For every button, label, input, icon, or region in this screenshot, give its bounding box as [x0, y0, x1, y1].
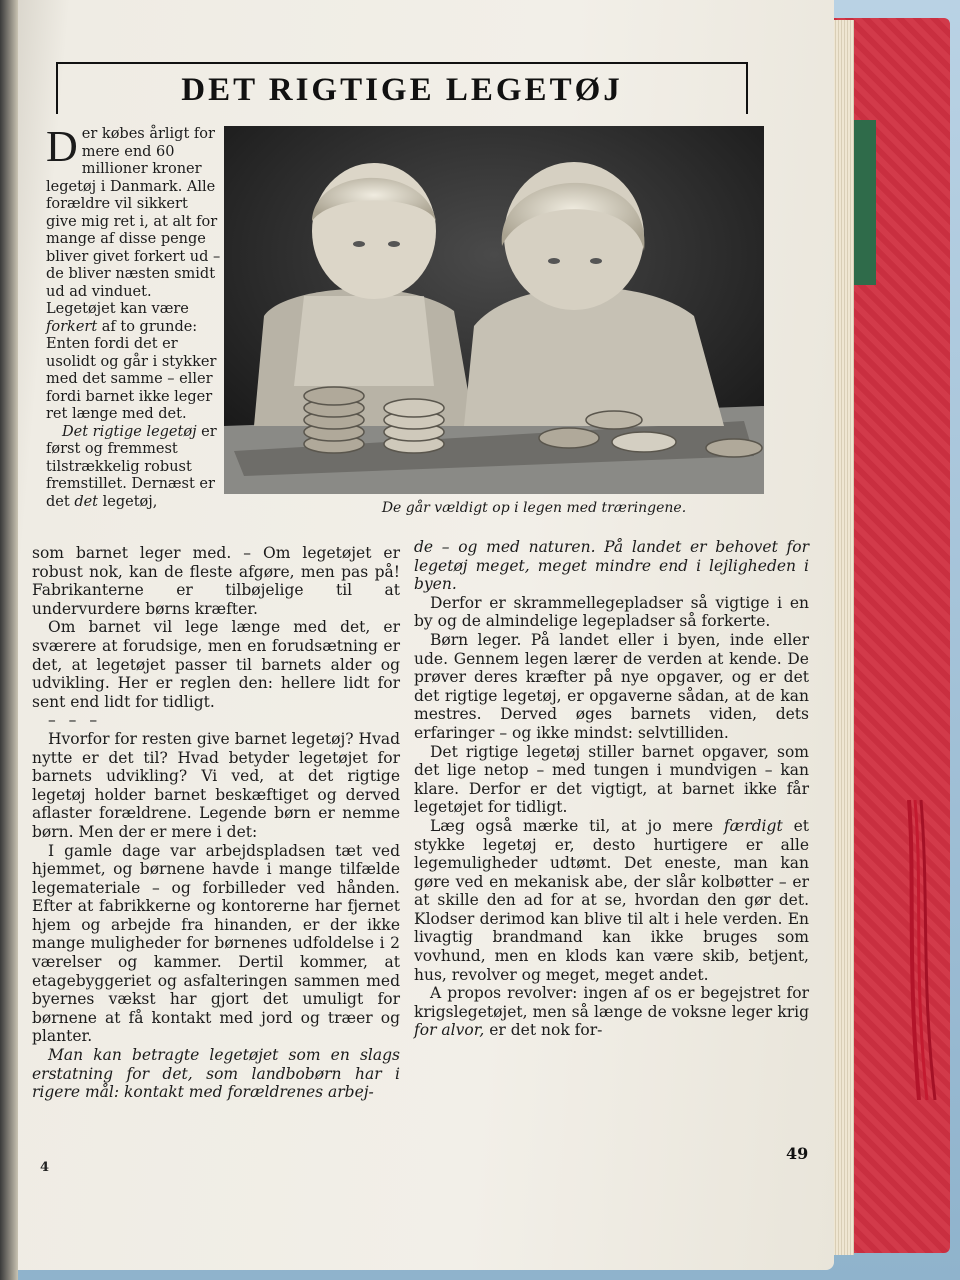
intro-column — [46, 122, 222, 511]
left-paragraph-3: Hvorfor for resten give barnet legetøj? Hvad nytte er det til? Hvad betyder legetøjet for barnets udvikling? Vi ved, at det rigtige legetøj holder barnet beskæftiget og derved aflaster forældrene. Legende børn er nemme børn. Men der er mere i det: — [32, 729, 400, 841]
footer-mark-left: 4 — [40, 1160, 50, 1175]
intro-paragraph-2: Det rigtige legetøj er først og fremmest tilstrækkelig robust fremstillet. Dernæst er det det legetøj, — [46, 423, 217, 510]
bookmark-ribbon — [905, 800, 941, 1100]
left-paragraph-2: Om barnet vil lege længe med det, er sværere at forudsige, men en forudsætning er det, at legetøjet passer til barnets alder og udvikling. Her er reglen den: hellere lidt for sent end lidt for tidligt. — [32, 618, 400, 711]
photo-illustration — [224, 126, 764, 494]
right-paragraph-1: de – og med naturen. På landet er behovet for legetøj meget, meget mindre end i lejligheden i byen. — [414, 538, 809, 594]
gutter-shadow — [0, 0, 18, 1280]
intro-paragraph: Der købes årligt for mere end 60 millioner kroner legetøj i Danmark. Alle forældre vil sikkert give mig ret i, at alt for mange af disse penge bliver givet forkert ud – de bliver næsten smidt ud ad vinduet. Legetøjet kan være forkert af to grunde: Enten fordi det er usolidt og går i stykker med det samme – eller fordi barnet ikke leger ret længe med det. — [46, 122, 221, 422]
left-paragraph-5: Man kan betragte legetøjet som en slags erstatning for det, som landbobørn har i rigere mål: kontakt med forældrenes arbej- — [32, 1046, 400, 1102]
left-column — [32, 544, 400, 1102]
children-stacking-rings-photo — [224, 126, 764, 494]
page-number: 49 — [786, 1144, 809, 1163]
right-column — [414, 538, 809, 1040]
right-paragraph-6: A propos revolver: ingen af os er begejstret for krigslegetøjet, men så længe de voksne leger krig for alvor, er det nok for- — [414, 984, 809, 1040]
photo-caption: De går vældigt op i legen med træringene. — [381, 500, 687, 516]
section-separator: – – – — [48, 711, 102, 730]
right-paragraph-5: Læg også mærke til, at jo mere færdigt et stykke legetøj er, desto hurtigere er alle legemuligheder udtømt. Det eneste, man kan gøre ved en mekanisk abe, der slår kolbøtter – er at skille den ad for at se, hvordan den gør det. Klodser derimod kan blive til alt i hele verden. En livagtig brandmand kan ikke bruges som vovhund, men en klods kan være skib, betjent, hus, revolver og meget, meget andet. — [414, 816, 809, 984]
right-paragraph-4: Det rigtige legetøj stiller barnet opgaver, som det lige netop – med tungen i mundvigen – kan klare. Derfor er det vigtigt, at barnet ikke får legetøjet for tidligt. — [414, 742, 809, 817]
book-page — [14, 0, 834, 1270]
right-paragraph-3: Børn leger. På landet eller i byen, inde eller ude. Gennem legen lærer de verden at kende. De prøver deres kræfter på nye opgaver, og er det det rigtige legetøj, er opgaverne sådan, at de kan mestres. Derved øges barnets viden, dets erfaringer – og ikke mindst: selvtilliden. — [414, 630, 809, 742]
title-frame — [56, 62, 748, 114]
left-paragraph-1: som barnet leger med. – Om legetøjet er robust nok, kan de fleste afgøre, men pas på! Fabrikanterne er tilbøjelige til at undervurdere børns kræfter. — [32, 544, 400, 618]
drop-cap: D — [46, 122, 78, 171]
left-paragraph-4: I gamle dage var arbejdspladsen tæt ved hjemmet, og børnene havde i mange tilfælde legemateriale – og forbilleder ved hånden. Efter at fabrikkerne og kontorerne har fjernet hjem og arbejde fra hinanden, er der ikke mange muligheder for børnenes udfoldelse i 2 værelser og kammer. Dertil kommer, at etagebyggeriet og asfalteringen sammen med byernes vækst har gjort det umuligt for børnene at få kontakt med jord og træer og planter. — [32, 841, 400, 1046]
right-paragraph-2: Derfor er skrammellegepladser så vigtige i en by og de almindelige legepladser så forkerte. — [414, 593, 809, 631]
page-title: DET RIGTIGE LEGETØJ — [181, 72, 623, 108]
